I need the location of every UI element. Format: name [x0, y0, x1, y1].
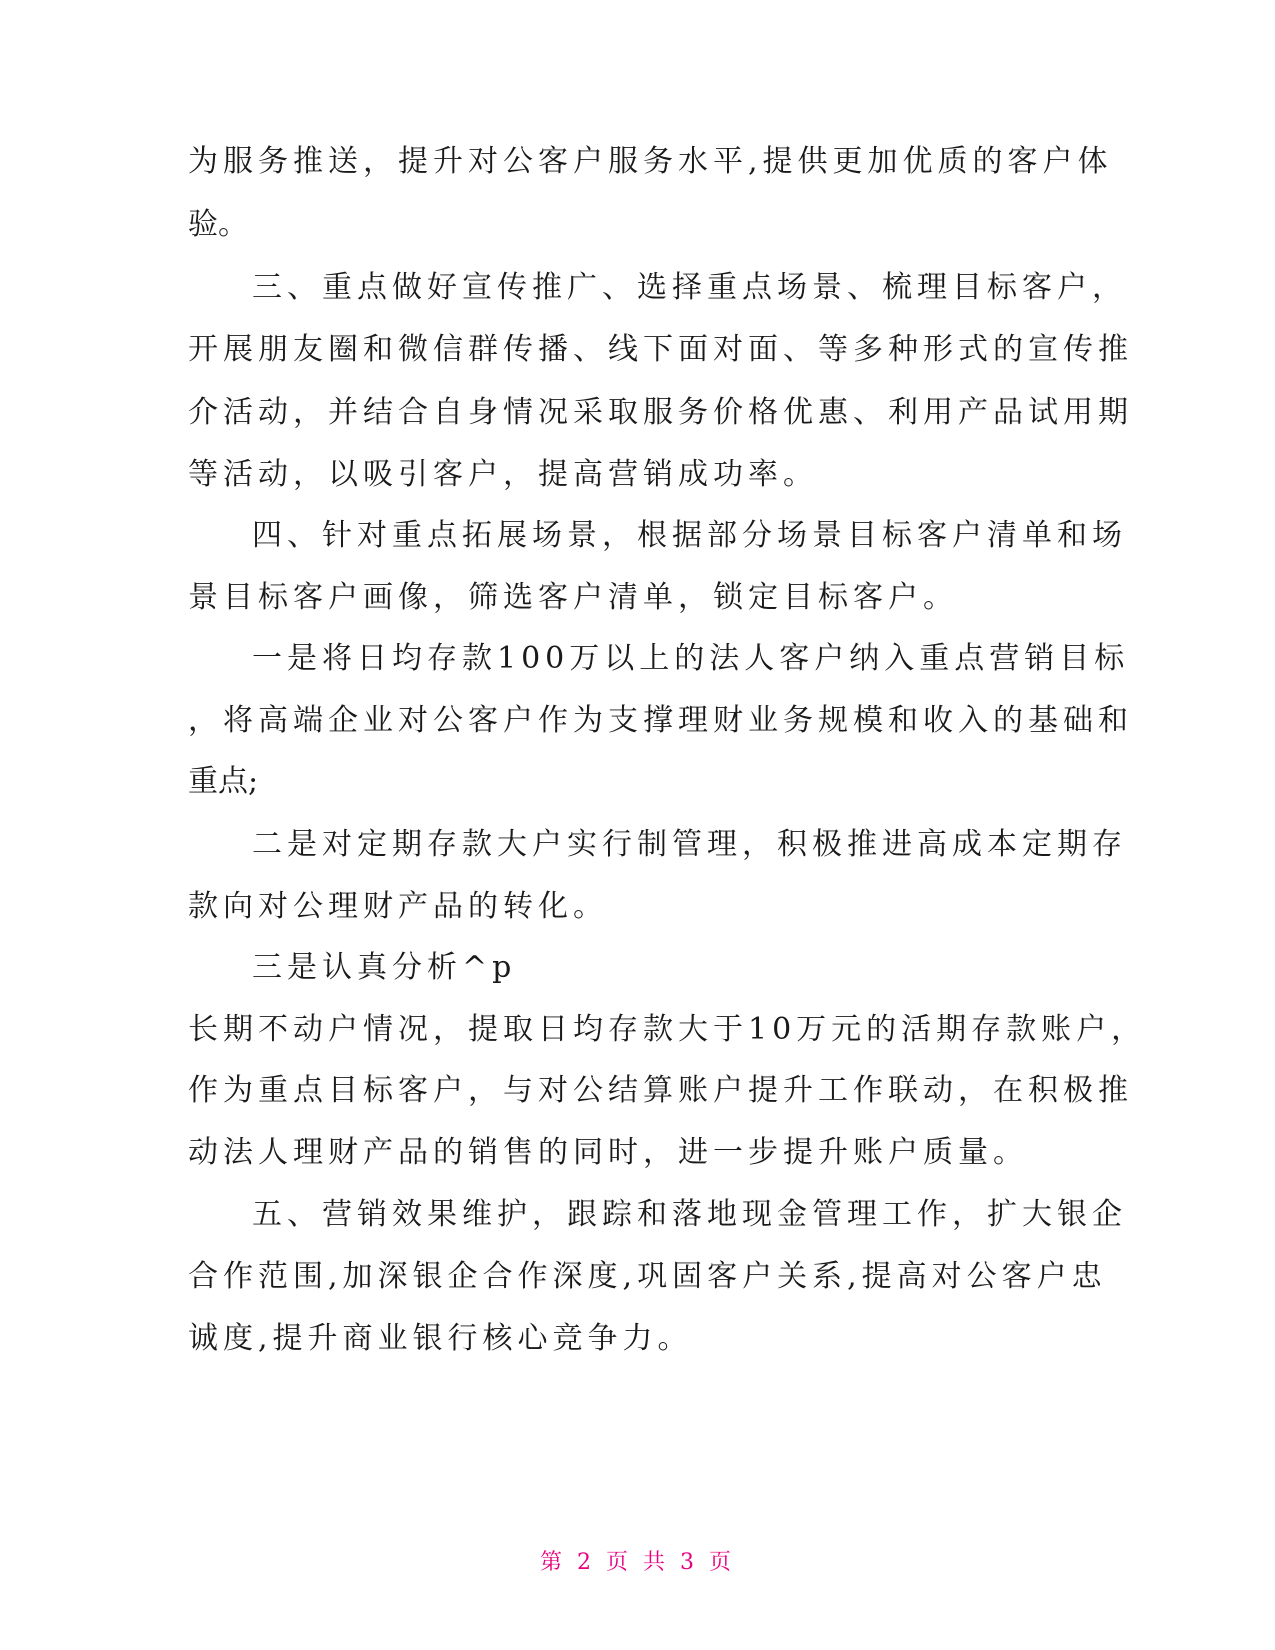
paragraph-line: 三、重点做好宣传推广、选择重点场景、梳理目标客户， [252, 270, 1127, 305]
paragraph-line: 长期不动户情况，提取日均存款大于10万元的活期存款账户， [188, 1012, 1147, 1047]
page-number: 第 2 页 共 3 页 [540, 1550, 735, 1575]
paragraph-line: 介活动，并结合自身情况采取服务价格优惠、利用产品试用期 [188, 395, 1133, 430]
paragraph-line: 合作范围,加深银企合作深度,巩固客户关系,提高对公客户忠 [188, 1259, 1107, 1294]
paragraph-line: 开展朋友圈和微信群传播、线下面对面、等多种形式的宣传推 [188, 332, 1133, 367]
paragraph-line: 二是对定期存款大户实行制管理，积极推进高成本定期存 [252, 827, 1127, 862]
paragraph-line: 五、营销效果维护，跟踪和落地现金管理工作，扩大银企 [252, 1197, 1127, 1232]
paragraph-line: 三是认真分析^p [252, 950, 517, 985]
paragraph-line: 动法人理财产品的销售的同时，进一步提升账户质量。 [188, 1135, 1028, 1170]
paragraph-line: 款向对公理财产品的转化。 [188, 889, 608, 924]
page-footer [0, 1548, 1275, 1578]
paragraph-line: 四、针对重点拓展场景，根据部分场景目标客户清单和场 [252, 518, 1127, 553]
paragraph-line: 诚度,提升商业银行核心竞争力。 [188, 1321, 693, 1356]
paragraph-line: 作为重点目标客户，与对公结算账户提升工作联动，在积极推 [188, 1073, 1133, 1108]
paragraph-line: ，将高端企业对公客户作为支撑理财业务规模和收入的基础和 [188, 703, 1133, 738]
paragraph-line: 重点; [188, 764, 259, 799]
paragraph-line: 验。 [188, 207, 248, 242]
paragraph-line: 等活动，以吸引客户，提高营销成功率。 [188, 457, 818, 492]
paragraph-line: 为服务推送，提升对公客户服务水平,提供更加优质的客户体 [188, 144, 1113, 179]
paragraph-line: 一是将日均存款100万以上的法人客户纳入重点营销目标 [252, 641, 1130, 676]
paragraph-line: 景目标客户画像，筛选客户清单，锁定目标客户。 [188, 580, 958, 615]
